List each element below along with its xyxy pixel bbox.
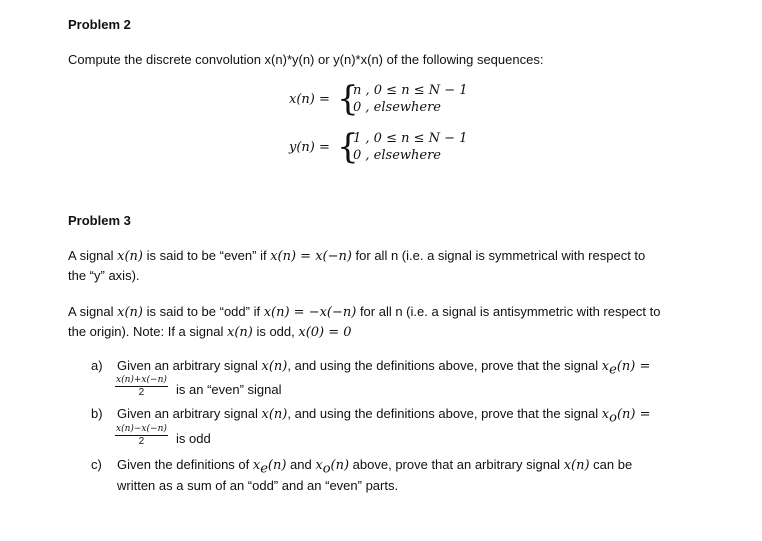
item-b-subscript: o	[609, 410, 617, 426]
item-c-line2: written as a sum of an “odd” and an “even” parts.	[117, 478, 399, 493]
even-text-2: is said to be “even” if	[143, 248, 271, 263]
problem-2-intro: Compute the discrete convolution x(n)*y(n) or y(n)*x(n) of the following sequences:	[68, 52, 544, 67]
x-definition-brace: {	[337, 79, 359, 119]
y-definition-case1: 1 , 0 ≤ n ≤ N − 1	[353, 131, 468, 146]
problem-2-heading: Problem 2	[68, 17, 131, 32]
even-text-3: for all n (i.e. a signal is symmetrical with respect to	[351, 248, 646, 263]
item-b-math-1: x(n)	[261, 407, 288, 422]
item-a-tail: is an “even” signal	[176, 382, 282, 397]
item-a-math-3: (n) =	[616, 359, 651, 374]
odd-l2-math-1: x(n)	[226, 325, 253, 340]
item-a-subscript: e	[609, 362, 617, 378]
item-b-fraction	[115, 424, 168, 448]
x-definition-case1: n , 0 ≤ n ≤ N − 1	[353, 83, 468, 98]
item-a-fraction-numerator: x(n)+x(−n)	[116, 375, 167, 385]
item-c-line1	[117, 457, 632, 477]
even-math-2: x(n) = x(−n)	[270, 249, 352, 264]
odd-text-2: is said to be “odd” if	[143, 304, 264, 319]
item-b-line1	[117, 406, 650, 426]
problem-3-heading: Problem 3	[68, 213, 131, 228]
item-b-marker: b)	[91, 406, 103, 421]
item-c-marker: c)	[91, 457, 102, 472]
item-c-math-1: x	[252, 458, 261, 473]
odd-l2-math-2: x(0) = 0	[298, 325, 352, 340]
item-b-math-2: x	[601, 407, 610, 422]
even-definition-line2: the “y” axis).	[68, 268, 140, 283]
y-definition-lhs: y(n) =	[289, 140, 330, 155]
item-a-marker: a)	[91, 358, 103, 373]
item-c-text-3: above, prove that an arbitrary signal	[349, 457, 564, 472]
odd-text-1: A signal	[68, 304, 118, 319]
item-a-math-1: x(n)	[261, 359, 288, 374]
item-c-subscript-2: o	[322, 461, 331, 477]
x-definition-lhs: x(n) =	[289, 92, 330, 107]
odd-math-1: x(n)	[117, 305, 144, 320]
item-c-math-1b: (n)	[267, 458, 287, 473]
even-definition-line1	[68, 248, 645, 264]
item-b-math-3: (n) =	[616, 407, 651, 422]
item-a-text-2: , and using the definitions above, prove that the signal	[287, 358, 602, 373]
item-c-text-2: and	[286, 457, 316, 472]
odd-text-3: for all n (i.e. a signal is antisymmetric with respect to	[356, 304, 661, 319]
item-c-math-3: x(n)	[563, 458, 590, 473]
x-definition-case2: 0 , elsewhere	[353, 100, 441, 115]
item-c-text-1: Given the definitions of	[117, 457, 253, 472]
item-a-fraction	[115, 375, 168, 399]
y-definition-case2: 0 , elsewhere	[353, 148, 441, 163]
item-c-math-2b: (n)	[330, 458, 350, 473]
item-b-text-2: , and using the definitions above, prove that the signal	[287, 406, 602, 421]
odd-l2-text-1: the origin). Note: If a signal	[68, 324, 227, 339]
item-b-text-1: Given an arbitrary signal	[117, 406, 262, 421]
y-definition-brace: {	[337, 127, 359, 167]
item-c-subscript-1: e	[260, 461, 268, 477]
item-a-text-1: Given an arbitrary signal	[117, 358, 262, 373]
item-a-fraction-denominator: 2	[138, 387, 145, 398]
odd-definition-line1	[68, 304, 661, 320]
item-a-line1	[117, 358, 650, 378]
item-b-fraction-numerator: x(n)−x(−n)	[116, 424, 167, 434]
odd-l2-text-2: is odd,	[252, 324, 299, 339]
odd-math-2: x(n) = −x(−n)	[263, 305, 357, 320]
item-b-tail: is odd	[176, 431, 211, 446]
odd-definition-line2	[68, 324, 352, 340]
item-c-math-2: x	[315, 458, 323, 473]
item-c-text-4: can be	[589, 457, 633, 472]
item-b-fraction-denominator: 2	[138, 436, 145, 447]
even-math-1: x(n)	[117, 249, 144, 264]
even-text-1: A signal	[68, 248, 118, 263]
item-a-math-2: x	[601, 359, 610, 374]
